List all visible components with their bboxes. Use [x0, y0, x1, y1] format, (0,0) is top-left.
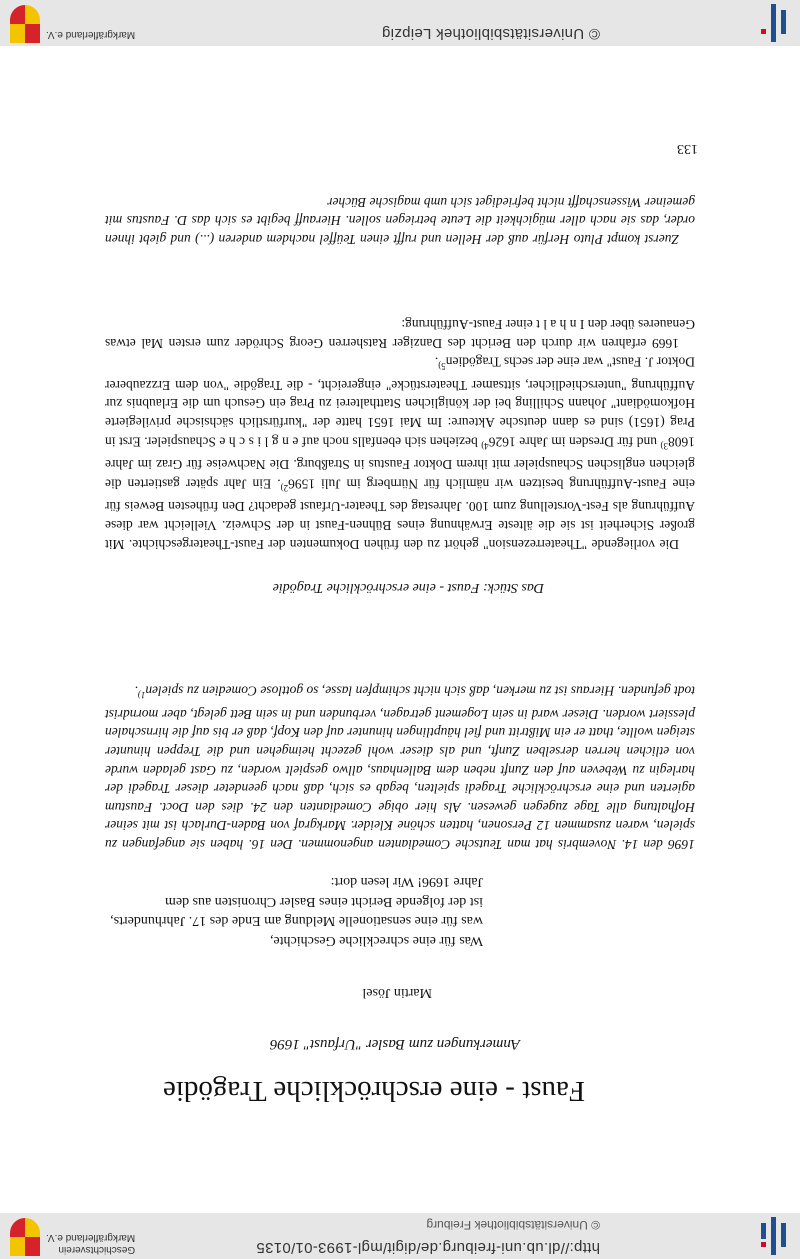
intro-line: ist der folgende Bericht eines Basler Chronisten aus dem	[164, 894, 483, 909]
intro-line: Was für eine schreckliche Geschichte,	[269, 933, 483, 948]
intro-line: Jahre 1696! Wir lesen dort:	[330, 874, 483, 890]
chronicle-quote: 1696 den 14. Novembris hat man Teutsche Comedianten angenommen. Den 16. haben sie angefangen zu spielen, waren zusammen 12 Personen, hatten schöne Kleider. Markgraf von Baden-Durlach ist mit seiner Hofhaltung alle Tage zugegen gewesen. Als hier obige Comedianten den 24. dies den Doct. Faustum agierten und eine erschröckliche Tragedi spielten, begab es sich, daß nach geendeter dieser Tragedi der harlegin zu Webeven auf den Zunft neben dem Ballenhaus, allwo gespielt worden, zu Gast geladen wurde von etlichen herren derselben Zunft, und als dieser wohl gezecht heimgehen und die Treppen hinunter steigen wollte, thatt er ein Mißtritt und fiel häuptlingen hinunter auf den Kopf, daß er bis auf die hirnschalen plessiert worden. Dieser ward in sein Logement getragen, verbunden und in sein Bett gelegt, aber morndrist todt gefunden. Hieraus ist zu merken, daß sich nicht schimpfen lasse, so gottlose Comedien zu spielen$^{1)}$.	[105, 683, 695, 852]
footnote-ref: 5)	[438, 360, 446, 371]
document-page	[0, 46, 800, 1213]
society-line-1: Geschichtsverein	[58, 1244, 136, 1255]
university-library-logo-icon	[754, 1217, 792, 1255]
body-paragraph	[105, 352, 695, 553]
library-credit: © Universitätsbibliothek Freiburg	[426, 1218, 600, 1232]
permalink-url[interactable]: http://dl.ub.uni-freiburg.de/digit/mgl-1993-01/0135	[256, 1239, 600, 1256]
body-text-run: .	[434, 354, 439, 370]
page-number: 133	[677, 141, 698, 156]
coat-of-arms-icon	[10, 1218, 40, 1256]
repository-banner-top	[0, 1213, 800, 1259]
body-text-run: . Ein Jahr später gastierten die gleichen englischen Schauspieler mit ihrem Doktor Faustus in Straßburg. Die Nachweise für Graz im Jahre 1608	[105, 434, 695, 492]
body-paragraph: 1669 erfahren wir durch den Bericht des Danziger Ratsherren Georg Schröder zum ersten Mal etwas Genaueres über den I n h a l t einer Faust-Aufführung:	[105, 316, 695, 351]
article-title: Faust - eine erschröckliche Tragödie	[162, 1075, 585, 1107]
body-text	[105, 314, 695, 553]
schroeder-quote: Zuerst kompt Pluto Herfür auß der Hellen und rufft einen Teüffel nachdem anderen (...) und giebt ihnen order, das sie nach aller mügichkeit die Leute betriegen sollen. Hierauff begibt es sich das D. Faustus mit gemeiner Wissenschafft nicht befriediget sich umb magische Bücher	[105, 194, 695, 247]
body-text-run: Die vorliegende "Theaterrezension" gehört zu den frühen Dokumenten der Faust-Theatergeschichte. Mit großer Sicherheit ist sie die älteste Erwähnung eines Bühnen-Faust in der Schweiz. Vielleicht war diese Aufführung als Fest-Vorstellung zum 100. Jahrestag des Theater-Urfaust gedacht? Den frühesten Beweis für eine Faust-Aufführung besitzen wir nämlich für Nürnberg im Juli 1596	[105, 476, 695, 552]
footnote-ref: 3)	[660, 440, 668, 451]
footnote-ref: 1)	[137, 690, 146, 701]
quote-text: 1696 den 14. Novembris hat man Teutsche Comedianten angenommen. Den 16. haben sie angefangen zu spielen, waren zusammen 12 Personen, hatten schöne Kleider. Markgraf von Baden-Durlach ist mit seiner Hofhaltung alle Tage zugegen gewesen. Als hier obige Comedianten den 24. dies den Doct. Faustum agierten und eine erschröckliche Tragedi spielten, begab es sich, daß nach geendeter dieser Tragedi der harlegin zu Webeven auf den Zunft neben dem Ballenhaus, allwo gespielt worden, zu Gast geladen wurde von etlichen herren derselben Zunft, und als dieser wohl gezecht heimgehen und die Treppen hinunter steigen wollte, thatt er ein Mißtritt und fiel häuptlingen hinunter auf den Kopf, daß er bis auf die hirnschalen plessiert worden. Dieser ward in sein Logement getragen, verbunden und in sein Bett gelegt, aber morndrist todt gefunden. Hieraus ist zu merken, daß sich nicht schimpfen lasse, so gottlose Comedien zu spielen	[105, 683, 695, 852]
society-name	[46, 1231, 135, 1255]
body-text-run: beziehen sich ebenfalls noch auf e n g l i s c h e Schauspieler. Erst in Prag (1651) sind es dann deutsche Akteure: Im Mai 1651 hatte der "kurfürstlich sächsische privilegierte Hofkomödiant" Johann Schilling bei der königlichen Statthalterei zu Prag ein Gesuch um die Erlaubnis zur Aufführung "unterschiedlicher, sittsamer Theaterstücke" eingereicht, - die Tragödie "von dem Erzzauberer Doktor J. Faust" war eine der sechs Tragödien	[105, 354, 695, 450]
intro-line: was für eine sensationelle Meldung am Ende des 17. Jahrhunderts,	[110, 913, 483, 929]
body-text-run: und für Dresden im Jahre 1626	[488, 434, 661, 450]
library-credit: © Universitätsbibliothek Leipzig	[381, 25, 600, 42]
intro-paragraph	[110, 872, 483, 950]
society-line-2: Markgräflerland e.V.	[46, 1232, 136, 1243]
society-name: Markgräflerland e.V.	[46, 29, 136, 40]
footnote-ref: 2)	[280, 482, 289, 493]
article-author: Martin Jösel	[362, 985, 432, 1000]
article-subtitle: Anmerkungen zum Basler "Urfaust" 1696	[269, 1036, 520, 1052]
footnote-ref: 4)	[481, 440, 489, 451]
section-heading: Das Stück: Faust - eine erschröckliche Tragödie	[272, 580, 544, 595]
coat-of-arms-icon	[10, 5, 40, 43]
repository-banner-bottom	[0, 0, 800, 46]
university-library-logo-icon	[754, 4, 792, 42]
